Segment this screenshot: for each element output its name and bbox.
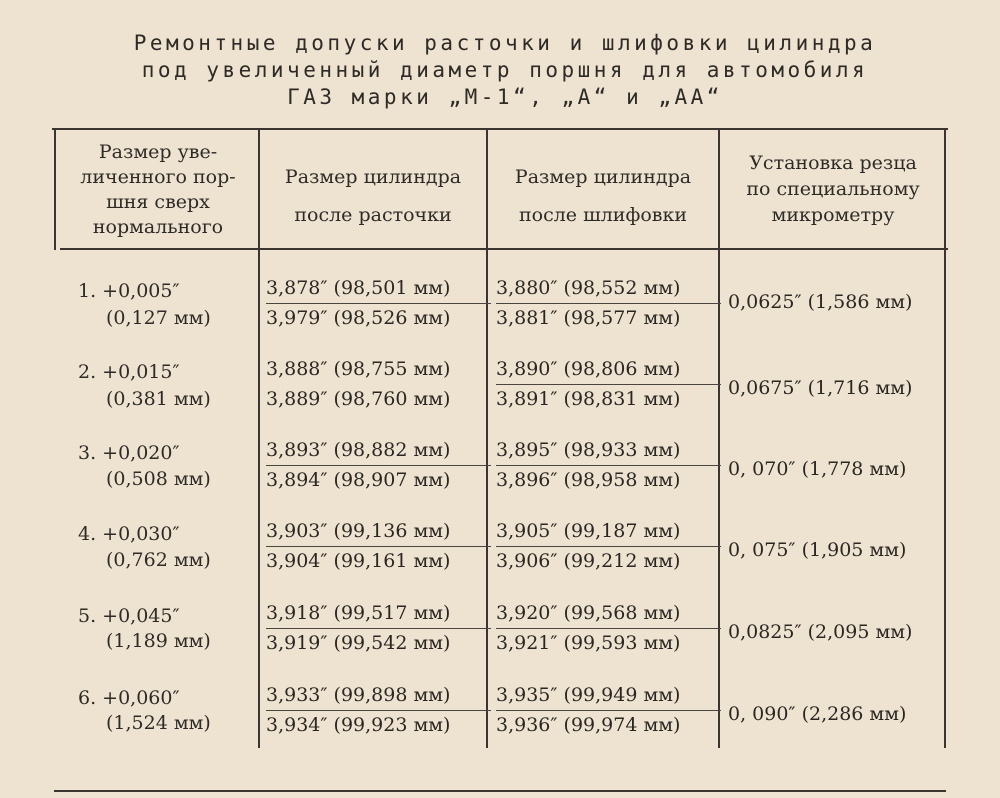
grind-size-min: 3,905″ (99,187 мм) — [496, 520, 681, 542]
grind-size-min: 3,935″ (99,949 мм) — [496, 684, 681, 706]
cutter-setting: 0, 090″ (2,286 мм) — [728, 703, 907, 725]
grind-size-range — [496, 438, 721, 493]
cutter-setting: 0,0825″ (2,095 мм) — [728, 621, 913, 643]
column-divider-1 — [258, 128, 260, 748]
title-line-2: под увеличенный диаметр поршня для автомобиля — [141, 58, 869, 82]
piston-size-mm: (0,762 мм) — [106, 549, 211, 571]
header-grind-line: после шлифовки — [518, 204, 688, 226]
bore-size-range — [266, 276, 491, 331]
bore-size-min: 3,933″ (99,898 мм) — [266, 684, 451, 706]
cutter-setting: 0, 070″ (1,778 мм) — [728, 458, 907, 480]
piston-size-mm: (1,524 мм) — [106, 712, 211, 734]
header-piston-line: шня сверх — [106, 191, 210, 213]
bore-size-max: 3,934″ (99,923 мм) — [266, 714, 451, 736]
grind-size-min: 3,880″ (98,552 мм) — [496, 277, 681, 299]
header-piston-line: нормального — [92, 216, 224, 238]
grind-size-min: 3,895″ (98,933 мм) — [496, 439, 681, 461]
range-separator — [496, 710, 721, 711]
header-cutter-line: по специальному — [746, 178, 920, 200]
range-separator — [266, 465, 491, 466]
cutter-setting: 0, 075″ (1,905 мм) — [728, 539, 907, 561]
grind-size-max: 3,921″ (99,593 мм) — [496, 632, 681, 654]
range-separator — [266, 303, 491, 304]
grind-size-max: 3,881″ (98,577 мм) — [496, 307, 681, 329]
range-separator — [496, 384, 721, 385]
header-bore-line: Размер цилиндра — [284, 166, 462, 188]
bore-size-max: 3,919″ (99,542 мм) — [266, 632, 451, 654]
grind-size-range — [496, 276, 721, 331]
header-piston-line: личенного пор- — [80, 166, 236, 188]
grind-size-max: 3,896″ (98,958 мм) — [496, 469, 681, 491]
header-grind-size — [490, 158, 716, 234]
piston-size-inch: 1. +0,005″ — [78, 280, 180, 302]
bore-size-range — [266, 519, 491, 574]
piston-size-inch: 3. +0,020″ — [78, 442, 180, 464]
title-line-1: Ремонтные допуски расточки и шлифовки цилиндра — [133, 31, 877, 55]
header-piston-size — [60, 140, 256, 240]
grind-size-max: 3,891″ (98,831 мм) — [496, 388, 681, 410]
grind-size-range — [496, 683, 721, 738]
cutter-setting: 0,0675″ (1,716 мм) — [728, 377, 913, 399]
piston-size-inch: 4. +0,030″ — [78, 523, 180, 545]
bore-size-min: 3,888″ (98,755 мм) — [266, 358, 451, 380]
header-bottom-rule — [60, 248, 948, 250]
range-separator — [266, 710, 491, 711]
range-separator — [496, 546, 721, 547]
title-line-3: ГАЗ марки „М-1“, „А“ и „АА“ — [287, 85, 723, 109]
piston-size-mm: (0,127 мм) — [106, 307, 211, 329]
bore-size-min: 3,893″ (98,882 мм) — [266, 439, 451, 461]
grind-size-min: 3,920″ (99,568 мм) — [496, 602, 681, 624]
bore-size-range — [266, 683, 491, 738]
piston-size-inch: 5. +0,045″ — [78, 605, 180, 627]
table-right-border — [944, 128, 946, 748]
bore-size-max: 3,889″ (98,760 мм) — [266, 388, 451, 410]
grind-size-range — [496, 357, 721, 412]
range-separator — [266, 384, 491, 385]
piston-size-mm: (0,508 мм) — [106, 468, 211, 490]
piston-size-inch: 6. +0,060″ — [78, 687, 180, 709]
bore-size-max: 3,894″ (98,907 мм) — [266, 469, 451, 491]
bore-size-min: 3,918″ (99,517 мм) — [266, 602, 451, 624]
header-grind-line: Размер цилиндра — [514, 166, 692, 188]
table-top-rule — [52, 128, 948, 130]
bore-size-min: 3,903″ (99,136 мм) — [266, 520, 451, 542]
header-cutter-setting — [722, 150, 944, 228]
header-piston-line: Размер уве- — [98, 141, 218, 163]
header-cutter-line: микрометру — [771, 204, 895, 226]
grind-size-max: 3,936″ (99,974 мм) — [496, 714, 681, 736]
bore-size-max: 3,979″ (98,526 мм) — [266, 307, 451, 329]
bore-size-range — [266, 357, 491, 412]
document-title — [40, 30, 970, 111]
header-bore-size — [262, 158, 484, 234]
header-cutter-line: Установка резца — [749, 152, 917, 174]
range-separator — [266, 546, 491, 547]
range-separator — [496, 303, 721, 304]
bore-size-max: 3,904″ (99,161 мм) — [266, 550, 451, 572]
piston-size-inch: 2. +0,015″ — [78, 361, 180, 383]
table-left-border — [54, 128, 56, 250]
grind-size-min: 3,890″ (98,806 мм) — [496, 358, 681, 380]
grind-size-range — [496, 601, 721, 656]
header-bore-line: после расточки — [294, 204, 452, 226]
footer-rule — [54, 790, 946, 792]
grind-size-range — [496, 519, 721, 574]
bore-size-range — [266, 601, 491, 656]
bore-size-min: 3,878″ (98,501 мм) — [266, 277, 451, 299]
piston-size-mm: (0,381 мм) — [106, 388, 211, 410]
range-separator — [266, 628, 491, 629]
grind-size-max: 3,906″ (99,212 мм) — [496, 550, 681, 572]
piston-size-mm: (1,189 мм) — [106, 630, 211, 652]
range-separator — [496, 465, 721, 466]
cutter-setting: 0,0625″ (1,586 мм) — [728, 291, 913, 313]
range-separator — [496, 628, 721, 629]
bore-size-range — [266, 438, 491, 493]
